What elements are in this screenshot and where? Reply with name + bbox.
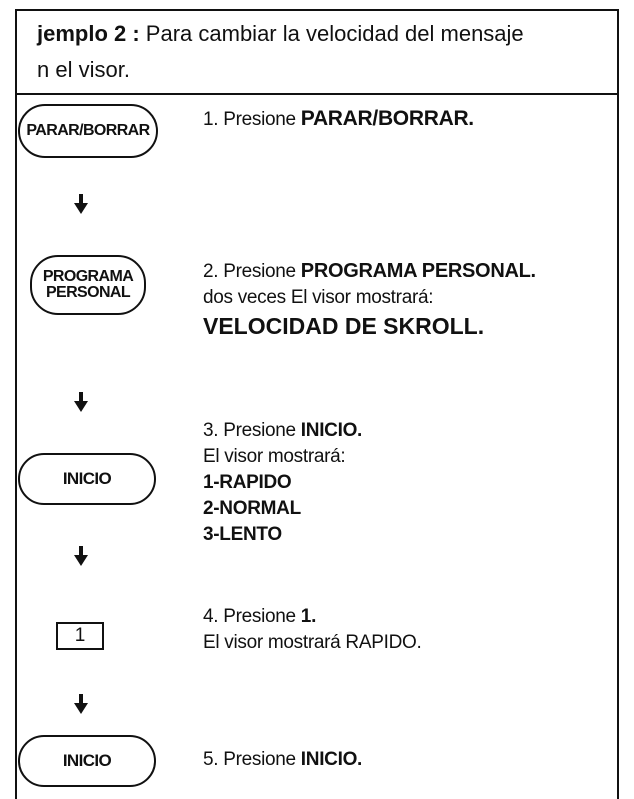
header-title-line2: n el visor. (37, 57, 130, 82)
step-4-line2: El visor mostrará (203, 632, 346, 653)
step-5 (203, 747, 362, 773)
programa-personal-key (30, 255, 146, 315)
arrow-down-icon (74, 194, 88, 214)
step-2-line2: dos veces El visor mostrará: (203, 287, 434, 308)
step-3-text: 3. Presione (203, 420, 301, 441)
arrow-down-icon (74, 694, 88, 714)
step-3-line2: El visor mostrará: (203, 446, 346, 467)
step-4-text: 4. Presione (203, 606, 301, 627)
arrow-down-icon (74, 546, 88, 566)
step-4-key: 1. (300, 606, 317, 627)
header-title-line1 (37, 21, 524, 47)
programa-key-label-line1: PROGRAMA (42, 268, 134, 285)
step-2-text: 2. Presione (203, 261, 301, 282)
parar-borrar-key-label: PARAR/BORRAR (26, 122, 150, 139)
inicio-key-label: INICIO (62, 469, 112, 488)
step-1-text: 1. Presione (203, 109, 301, 130)
step-4 (203, 604, 421, 656)
parar-borrar-key (18, 104, 158, 158)
step-3-option-3: 3-LENTO (203, 524, 282, 545)
example-label: jemplo 2 : (37, 21, 140, 46)
example-header (17, 11, 617, 95)
step-3-option-2: 2-NORMAL (203, 498, 301, 519)
step-2-display: VELOCIDAD DE SKROLL. (203, 313, 485, 339)
number-1-key (56, 622, 104, 650)
step-1 (203, 106, 474, 133)
inicio-key (18, 453, 156, 505)
step-5-key: INICIO. (300, 749, 363, 770)
step-2-key: PROGRAMA PERSONAL. (300, 260, 536, 282)
step-3-option-1: 1-RAPIDO (203, 472, 292, 493)
inicio-key-label: INICIO (62, 751, 112, 770)
step-5-text: 5. Presione (203, 749, 301, 770)
step-1-key: PARAR/BORRAR. (300, 107, 474, 130)
step-4-display: RAPIDO. (345, 632, 422, 653)
inicio-key (18, 735, 156, 787)
arrow-down-icon (74, 392, 88, 412)
step-3-key: INICIO. (300, 420, 363, 441)
header-title-text: Para cambiar la velocidad del mensaje (139, 21, 524, 46)
number-1-key-label: 1 (74, 625, 86, 646)
programa-key-label-line2: PERSONAL (45, 284, 131, 301)
step-3 (203, 418, 362, 548)
step-2 (203, 258, 536, 341)
